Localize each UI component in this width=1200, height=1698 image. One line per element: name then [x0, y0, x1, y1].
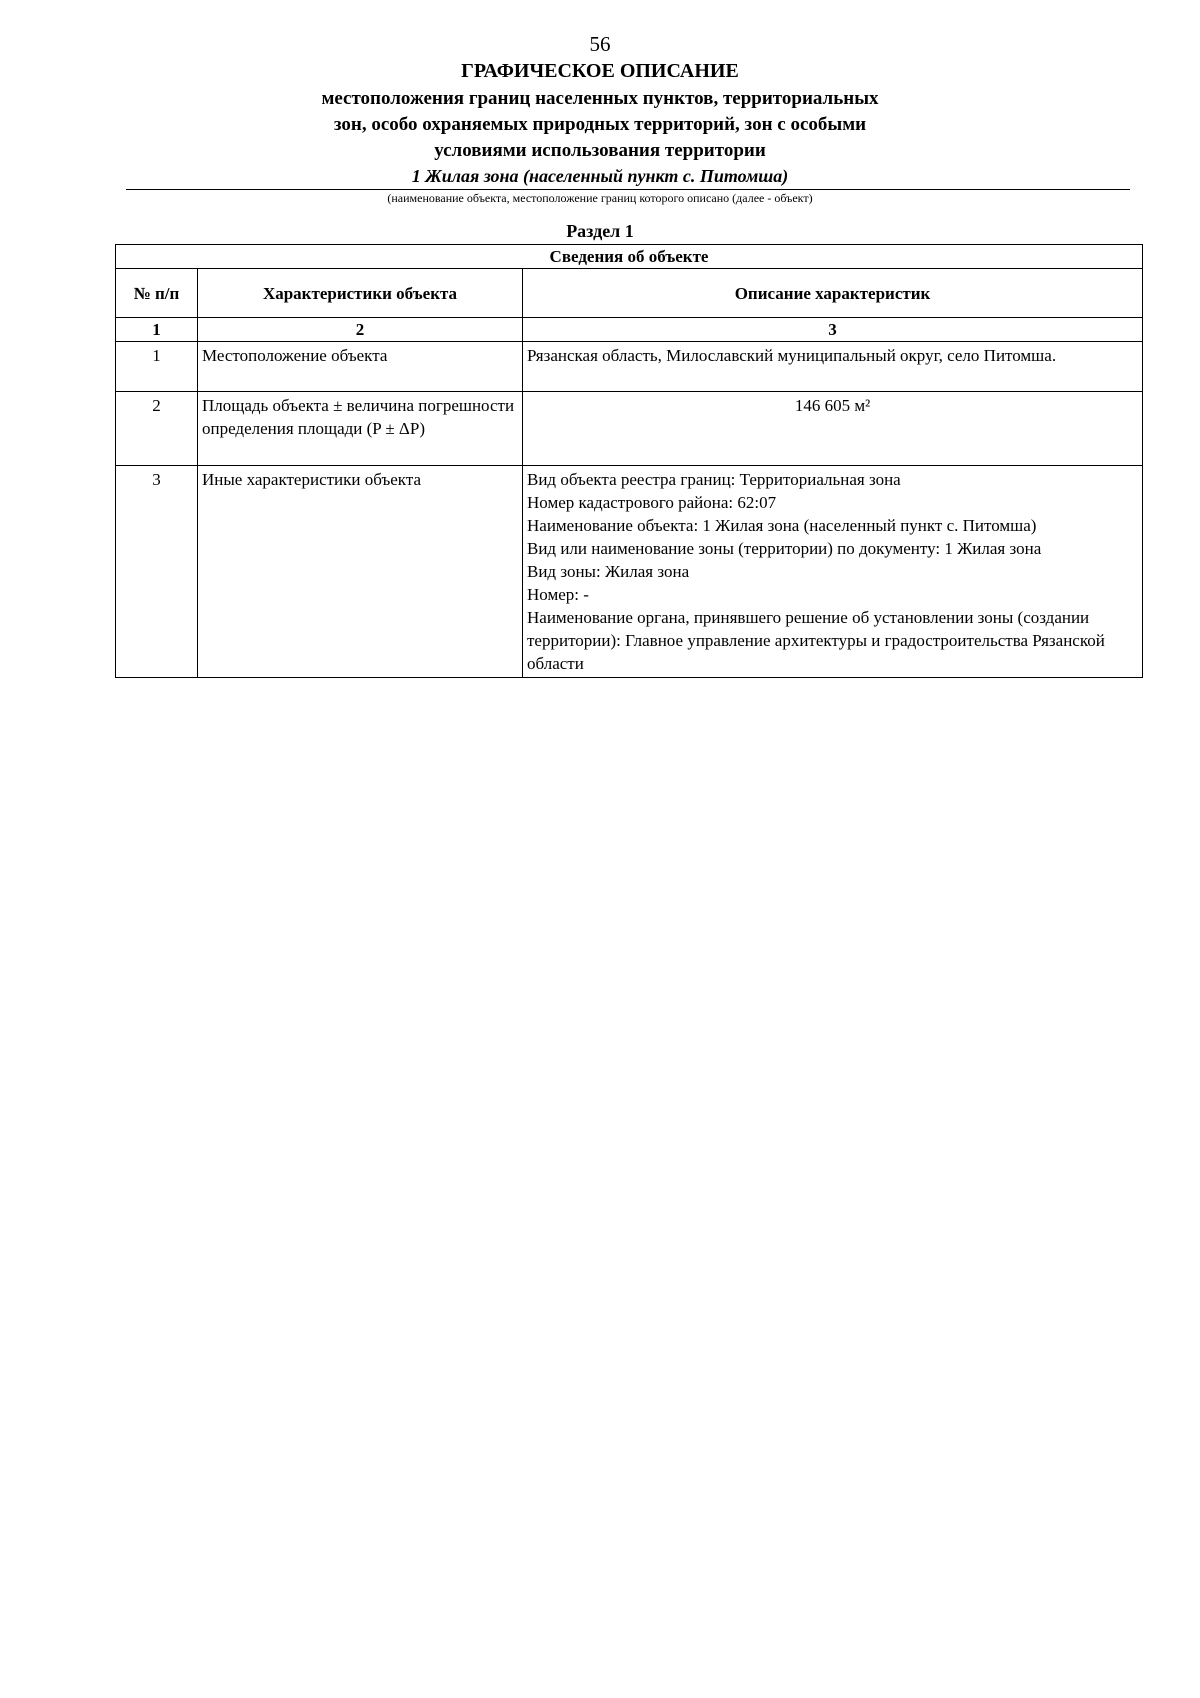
description-line: Номер кадастрового района: 62:07 — [527, 493, 777, 512]
subtitle-line: местоположения границ населенных пунктов, территориальных — [321, 88, 879, 109]
object-name: 1 Жилая зона (населенный пункт с. Питомша) — [411, 166, 789, 186]
description-line: Вид объекта реестра границ: Территориальная зона — [527, 470, 901, 489]
document-title: ГРАФИЧЕСКОЕ ОПИСАНИЕ — [461, 60, 739, 82]
page-number: 56 — [589, 32, 611, 56]
description-line: Наименование органа, принявшего решение об установлении зоны (создании территории): Главное управление архитектуры и градостроительства Рязанской области — [527, 608, 1105, 673]
row-description: Рязанская область, Милославский муниципальный округ, село Питомша. — [523, 342, 1143, 392]
subtitle-line: зон, особо охраняемых природных территорий, зон с особыми — [333, 114, 867, 135]
section-title: Раздел 1 — [566, 221, 634, 241]
document-subtitle — [0, 86, 1200, 164]
column-number: 3 — [523, 318, 1143, 342]
table-row — [116, 392, 1143, 466]
column-number: 2 — [198, 318, 523, 342]
row-description: 146 605 м² — [523, 392, 1143, 466]
column-number: 1 — [116, 318, 198, 342]
table-caption: Сведения об объекте — [116, 245, 1143, 269]
row-num: 2 — [116, 392, 198, 466]
row-characteristic: Местоположение объекта — [198, 342, 523, 392]
table-row — [116, 466, 1143, 678]
object-name-caption: (наименование объекта, местоположение границ которого описано (далее - объект) — [387, 191, 813, 205]
object-name-underline — [126, 189, 1130, 190]
subtitle-line: условиями использования территории — [434, 140, 766, 161]
description-line: Вид зоны: Жилая зона — [527, 562, 690, 581]
header-description: Описание характеристик — [523, 269, 1143, 318]
row-num: 1 — [116, 342, 198, 392]
row-characteristic: Площадь объекта ± величина погрешности определения площади (P ± ΔP) — [198, 392, 523, 466]
description-line: Наименование объекта: 1 Жилая зона (населенный пункт с. Питомша) — [527, 516, 1037, 535]
header-num: № п/п — [116, 269, 198, 318]
description-line: Номер: - — [527, 585, 589, 604]
row-description — [523, 466, 1143, 678]
table-row — [116, 342, 1143, 392]
row-num: 3 — [116, 466, 198, 678]
object-info-table — [115, 244, 1143, 678]
header-characteristic: Характеристики объекта — [198, 269, 523, 318]
description-line: Вид или наименование зоны (территории) по документу: 1 Жилая зона — [527, 539, 1042, 558]
row-characteristic: Иные характеристики объекта — [198, 466, 523, 678]
